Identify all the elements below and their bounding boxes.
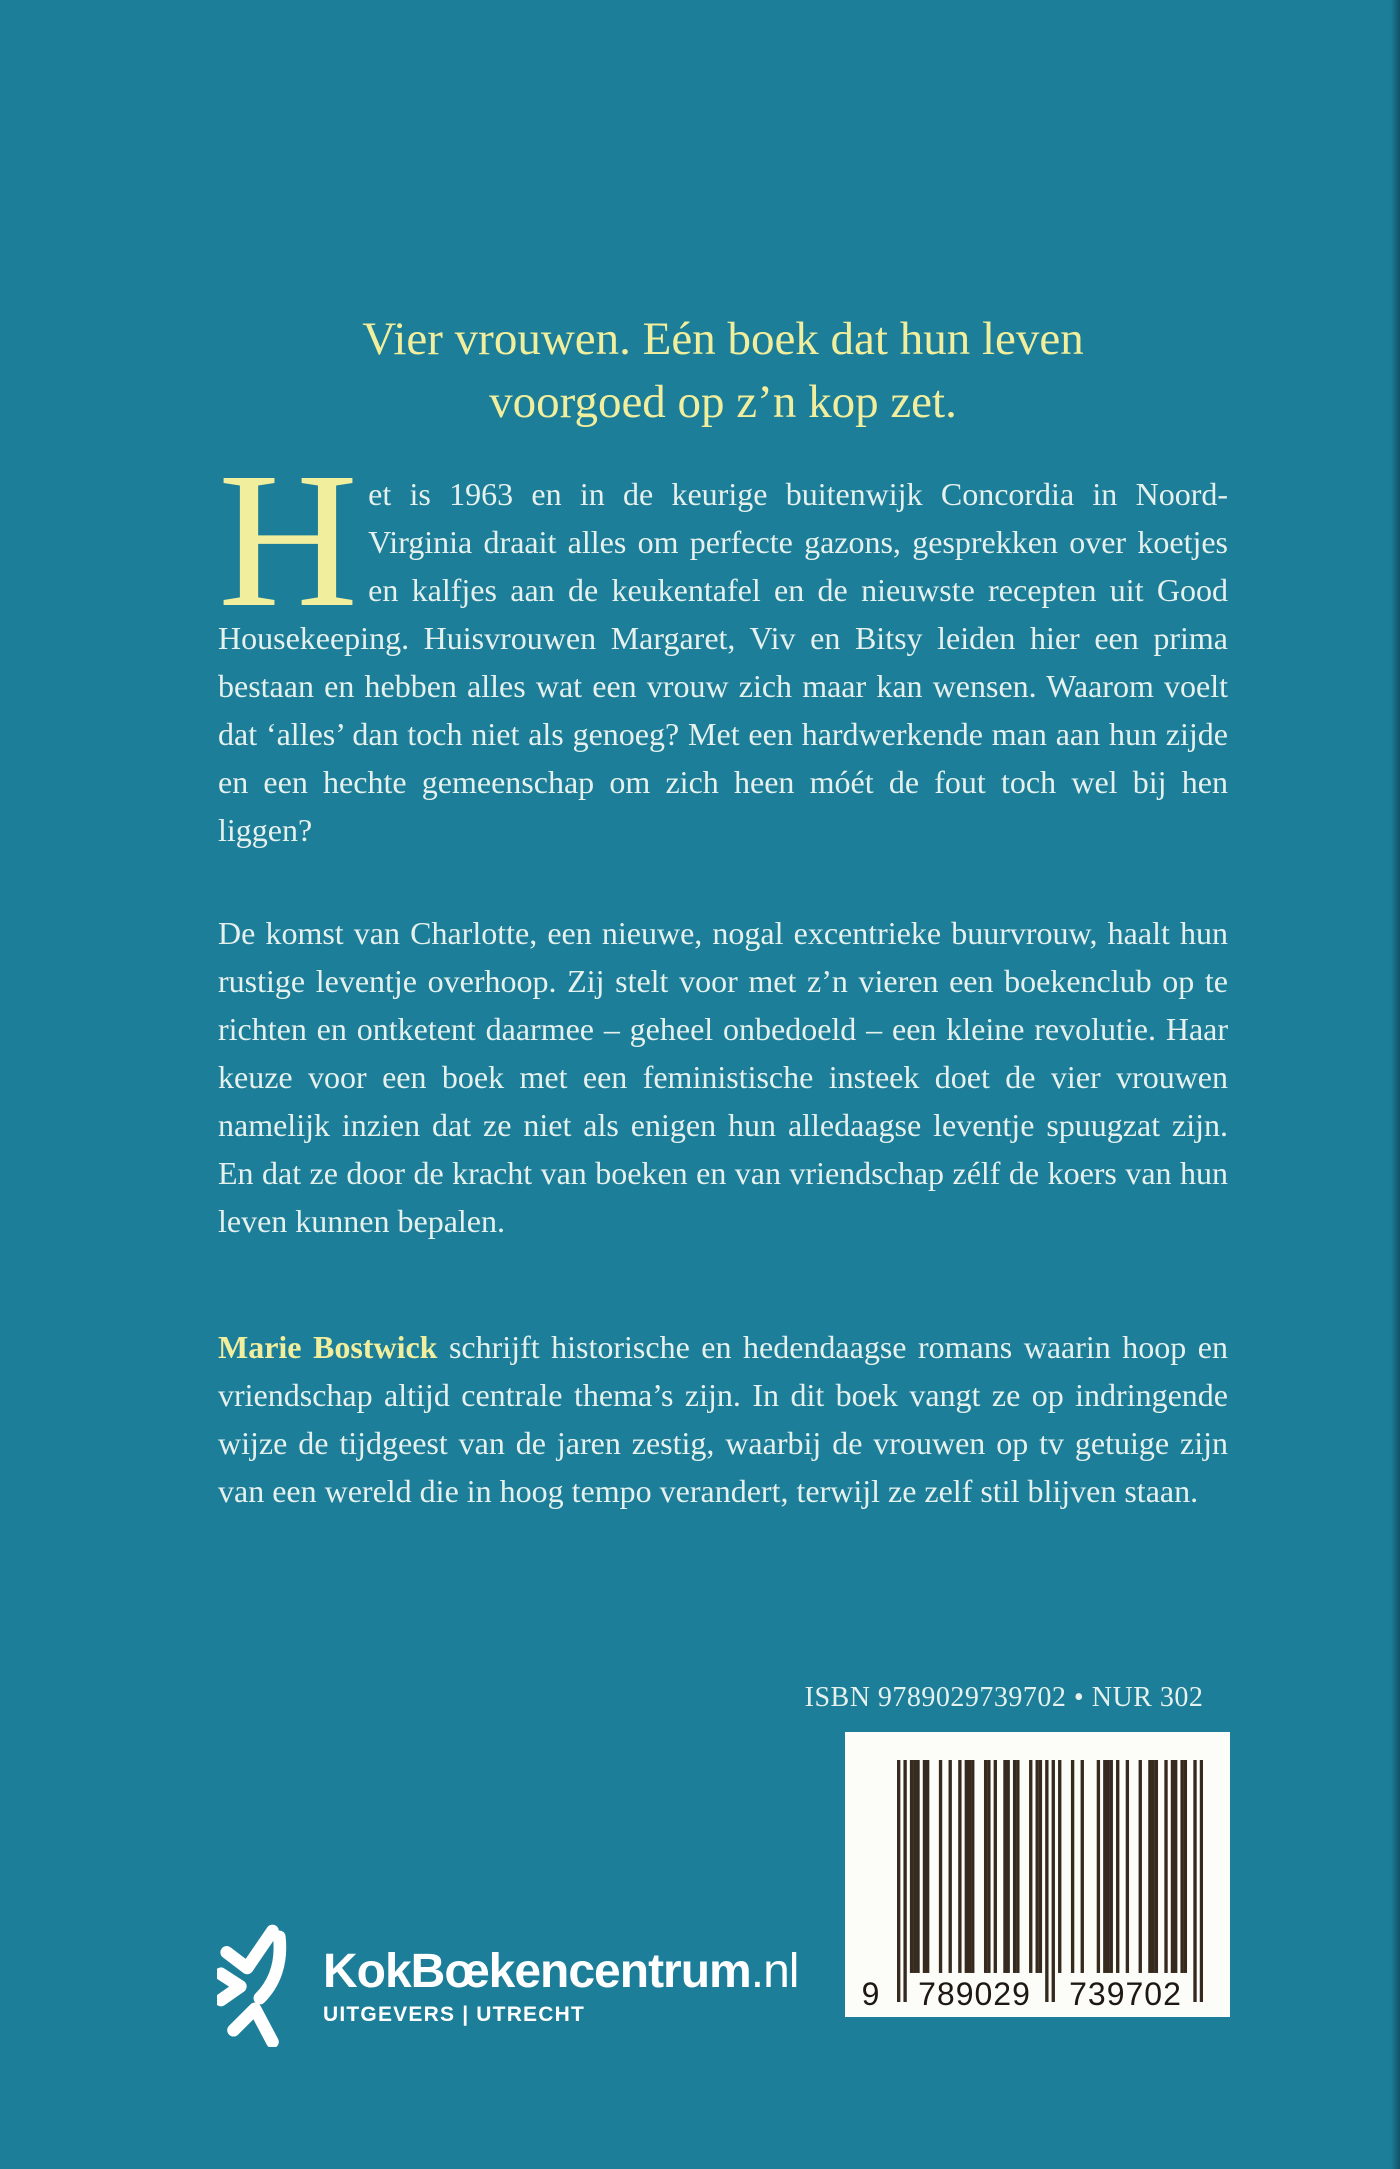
barcode-digits-group-2: 739702 (1069, 1976, 1182, 2012)
publisher-name-main: KokBœkencentrum (323, 1945, 751, 1998)
synopsis-paragraph-1 (218, 432, 1228, 854)
barcode-bars (897, 1760, 1203, 2002)
publisher-name-suffix: .nl (750, 1945, 799, 1998)
tagline-line-1: Vier vrouwen. Eén boek dat hun leven (362, 313, 1084, 366)
dropcap-letter: H (218, 432, 359, 647)
cover-tagline (218, 308, 1228, 434)
isbn-nur-line: ISBN 9789029739702 • NUR 302 (804, 1682, 1204, 1713)
synopsis-paragraph-2: De komst van Charlotte, een nieuwe, nogal excentrieke buurvrouw, haalt hun rustige leventje overhoop. Zij stelt voor met z’n vieren een boekenclub op te richten en ontketent daarmee – geheel onbedoeld – een kleine revolutie. Haar keuze voor een boek met een feministische insteek doet de vier vrouwen namelijk inzien dat ze niet als enigen hun alledaagse leventje spuugzat zijn. En dat ze door de kracht van boeken en van vriendschap zélf de koers van hun leven kunnen bepalen. (218, 915, 1228, 1239)
tagline-line-2: voorgoed op z’n kop zet. (489, 376, 957, 429)
publisher-logo-icon (217, 1920, 290, 2047)
synopsis-paragraph-1-text: et is 1963 en in de keurige buitenwijk Concordia in Noord-Virginia draait alles om perfecte gazons, gesprekken over koetjes en kalfjes aan de keukentafel en de nieuwste recepten uit Good Housekeeping. Huisvrouwen Margaret, Viv en Bitsy leiden hier een prima bestaan en hebben alles wat een vrouw zich maar kan wensen. Waarom voelt dat ‘alles’ dan toch niet als genoeg? Met een hardwerkende man aan hun zijde en een hechte gemeenschap om zich heen móét de fout toch wel bij hen liggen? (218, 476, 1228, 848)
barcode-digit-lead: 9 (861, 1976, 881, 2012)
publisher-name (323, 1946, 798, 1998)
publisher-text-block (323, 1946, 798, 2027)
author-name: Marie Bostwick (218, 1329, 438, 1365)
publisher-tagline: UITGEVERS | UTRECHT (323, 2003, 586, 2026)
author-bio-text: schrijft historische en hedendaagse romans waarin hoop en vriendschap altijd centrale thema’s zijn. In dit boek vangt ze op indringende wijze de tijdgeest van de jaren zestig, waarbij de vrouwen op tv getuige zijn van een wereld die in hoog tempo verandert, terwijl ze zelf stil blijven staan. (218, 1329, 1229, 1509)
barcode (845, 1732, 1230, 2017)
synopsis-text-block (218, 432, 1229, 1515)
barcode-digits-group-1: 789029 (918, 1976, 1031, 2012)
page-edge-shadow (1391, 0, 1400, 2169)
author-bio-paragraph (218, 1323, 1228, 1515)
